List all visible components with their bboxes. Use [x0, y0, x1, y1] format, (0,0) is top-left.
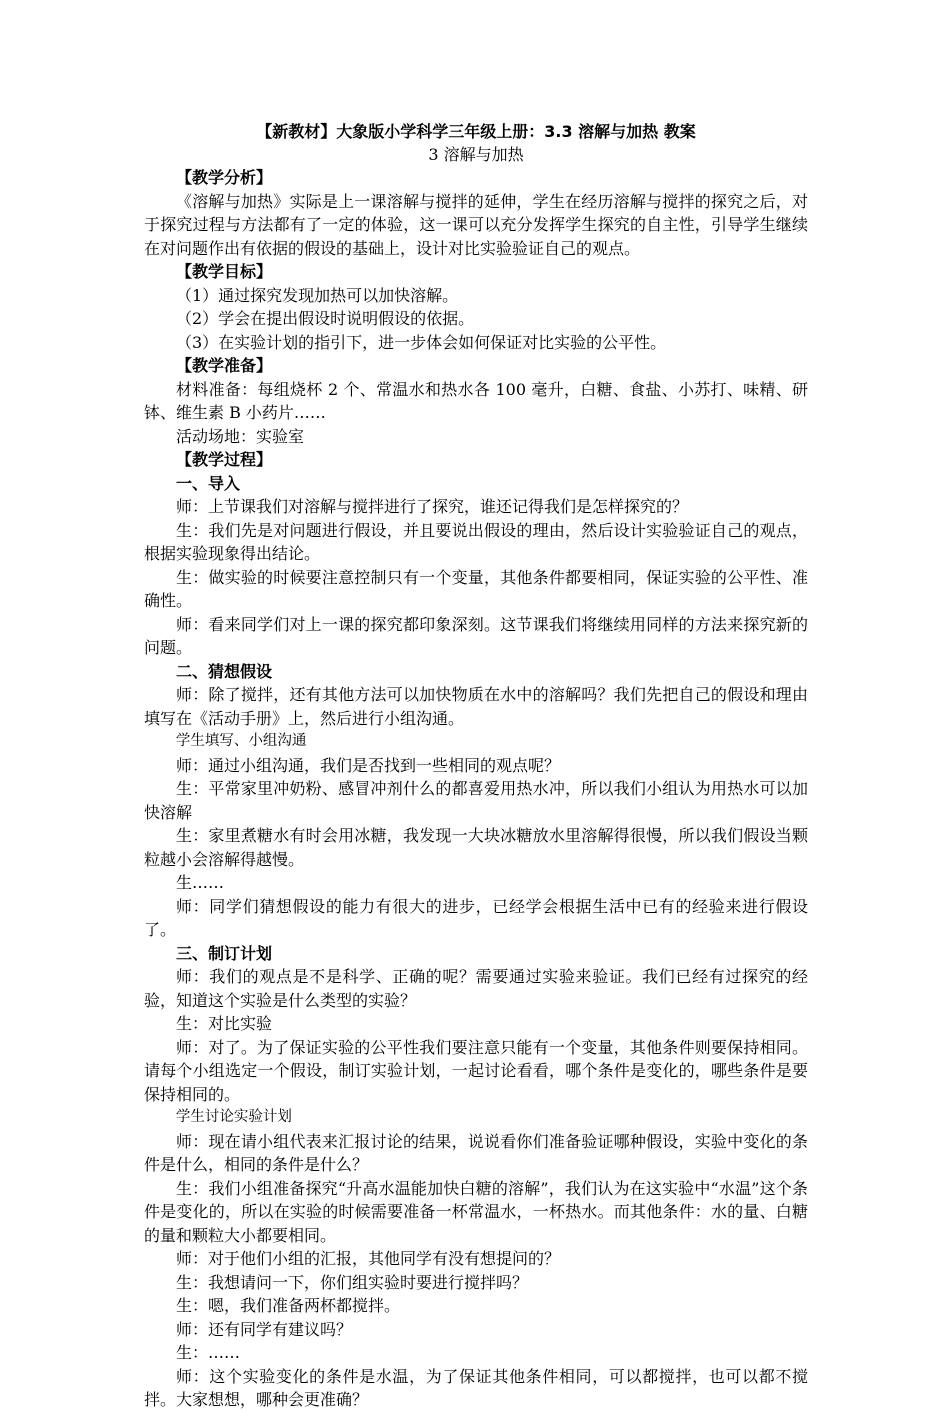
paragraph: 生：我们小组准备探究“升高水温能加快白糖的溶解”，我们认为在这实验中“水温”这个条件是变化的，所以在实验的时候需要准备一杯常温水，一杯热水。而其他条件：水的量、白糖的量和颗粒大小都要相同。: [144, 1178, 808, 1245]
document-blocks: [144, 166, 808, 1412]
section-heading: 二、猜想假设: [176, 661, 273, 681]
paragraph: 师：同学们猜想假设的能力有很大的进步，已经学会根据生活中已有的经验来进行假设了。: [144, 896, 808, 939]
document-subtitle: 3 溶解与加热: [428, 145, 524, 164]
paragraph: 材料准备：每组烧杯 2 个、常温水和热水各 100 毫升，白糖、食盐、小苏打、味精、研钵、维生素 B 小药片……: [144, 379, 808, 422]
document-title: 【新教材】大象版小学科学三年级上册：3.3 溶解与加热 教案: [256, 122, 696, 141]
section-heading: 三、制订计划: [176, 943, 273, 963]
paragraph: 师：除了搅拌，还有其他方法可以加快物质在水中的溶解吗？我们先把自己的假设和理由填写在《活动手册》上，然后进行小组沟通。: [144, 685, 808, 728]
paragraph: 《溶解与加热》实际是上一课溶解与搅拌的延伸，学生在经历溶解与搅拌的探究之后，对于探究过程与方法都有了一定的体验，这一课可以充分发挥学生探究的自主性，引导学生继续在对问题作出有依据的假设的基础上，设计对比实验验证自己的观点。: [144, 191, 808, 258]
paragraph: 生：……: [176, 1343, 241, 1362]
paragraph: 师：看来同学们对上一课的探究都印象深刻。这节课我们将继续用同样的方法来探究新的问题。: [144, 614, 808, 657]
paragraph: 师：这个实验变化的条件是水温，为了保证其他条件相同，可以都搅拌，也可以都不搅拌。大家想想，哪种会更准确？: [144, 1366, 808, 1409]
paragraph: 生：对比实验: [176, 1014, 273, 1033]
paragraph: 师：现在请小组代表来汇报讨论的结果，说说看你们准备验证哪种假设，实验中变化的条件是什么，相同的条件是什么？: [144, 1131, 808, 1174]
section-heading: 【教学分析】: [176, 168, 273, 187]
section-heading: 【教学准备】: [176, 356, 273, 375]
paragraph: （3）在实验计划的指引下，进一步体会如何保证对比实验的公平性。: [176, 332, 667, 352]
paragraph: 活动场地：实验室: [176, 426, 305, 446]
paragraph: 生：嗯，我们准备两杯都搅拌。: [176, 1296, 401, 1315]
paragraph: 师：对了。为了保证实验的公平性我们要注意只能有一个变量，其他条件则要保持相同。请每个小组选定一个假设，制订实验计划，一起讨论看看，哪个条件是变化的，哪些条件是要保持相同的。: [144, 1037, 808, 1104]
section-heading: 一、导入: [176, 473, 241, 493]
section-heading: 【教学目标】: [176, 262, 273, 281]
paragraph: （2）学会在提出假设时说明假设的依据。: [176, 309, 475, 328]
paragraph: 生：做实验的时候要注意控制只有一个变量，其他条件都要相同，保证实验的公平性、准确性。: [144, 567, 808, 610]
paragraph: 生：平常家里冲奶粉、感冒冲剂什么的都喜爱用热水冲，所以我们小组认为用热水可以加快溶解: [144, 779, 808, 822]
paragraph: 师：上节课我们对溶解与搅拌进行了探究，谁还记得我们是怎样探究的？: [176, 497, 689, 516]
paragraph: 师：还有同学有建议吗？: [176, 1319, 353, 1339]
paragraph: （1）通过探究发现加热可以加快溶解。: [176, 285, 459, 305]
paragraph: 生……: [176, 873, 225, 892]
document-body: [144, 120, 808, 1412]
paragraph: 师：我们的观点是不是科学、正确的呢？需要通过实验来验证。我们已经有过探究的经验，知道这个实验是什么类型的实验？: [144, 967, 808, 1010]
paragraph: 师：通过小组沟通，我们是否找到一些相同的观点呢？: [176, 755, 561, 775]
paragraph: 生：我们先是对问题进行假设，并且要说出假设的理由，然后设计实验验证自己的观点，根据实验现象得出结论。: [144, 520, 808, 563]
activity-note: 学生填写、小组沟通: [175, 733, 307, 749]
paragraph: 生：家里煮糖水有时会用冰糖，我发现一大块冰糖放水里溶解得很慢，所以我们假设当颗粒越小会溶解得越慢。: [144, 826, 808, 869]
paragraph: 师：对于他们小组的汇报，其他同学有没有想提问的？: [176, 1249, 561, 1268]
paragraph: 生：我想请问一下，你们组实验时要进行搅拌吗？: [176, 1272, 529, 1292]
activity-note: 学生讨论实验计划: [175, 1109, 292, 1125]
section-heading: 【教学过程】: [176, 450, 273, 469]
